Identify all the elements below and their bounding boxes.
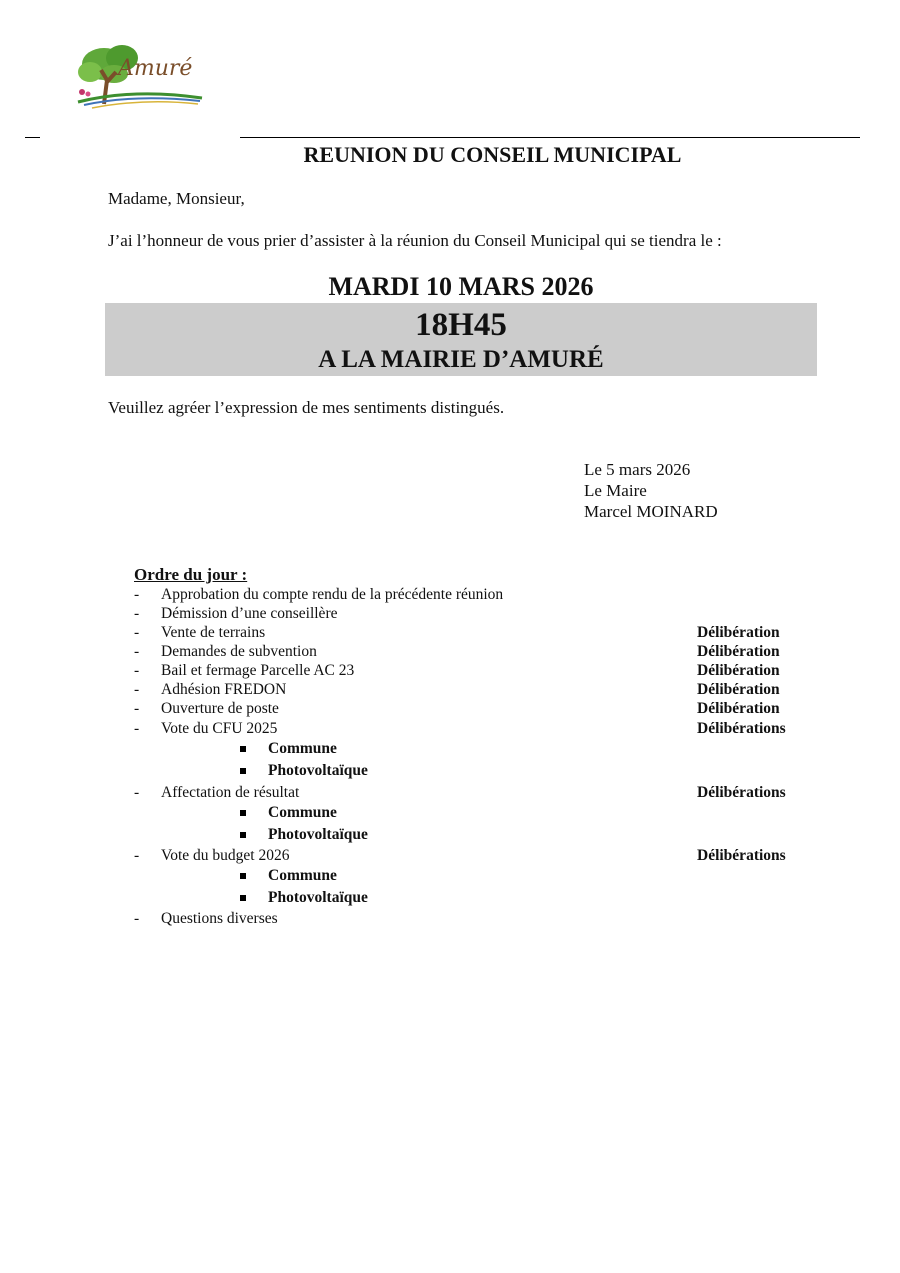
logo-text: Amuré [118,56,193,81]
meeting-place: A LA MAIRIE D’AMURÉ [318,346,604,373]
square-bullet-icon [240,810,246,816]
list-dash: - [134,700,140,717]
list-dash: - [134,910,140,927]
square-bullet-icon [240,768,246,774]
header-rule-left [25,137,40,138]
agenda-item [0,623,900,643]
agenda-item-tag: Délibération [697,681,780,698]
list-dash: - [134,681,140,698]
header-rule-right [240,137,860,138]
agenda-subitem-label: Commune [268,740,337,757]
salutation: Madame, Monsieur, [108,189,245,208]
list-dash: - [134,605,140,622]
agenda-item [0,604,900,624]
list-dash: - [134,847,140,864]
agenda-item-label: Vote du CFU 2025 [161,720,278,737]
agenda-item-label: Questions diverses [161,910,278,927]
agenda-item-tag: Délibération [697,624,780,641]
agenda-subitem [0,865,900,887]
agenda-item-tag: Délibérations [697,720,786,737]
agenda-item-label: Demandes de subvention [161,643,317,660]
list-dash: - [134,662,140,679]
list-dash: - [134,586,140,603]
agenda-item [0,661,900,681]
signature-role: Le Maire [584,481,647,500]
agenda-item-tag: Délibérations [697,847,786,864]
agenda-subitem-label: Photovoltaïque [268,762,368,779]
agenda-item [0,783,900,803]
agenda-subitem [0,760,900,782]
agenda-item [0,585,900,605]
closing-text: Veuillez agréer l’expression de mes sentiments distingués. [108,398,505,417]
agenda-item-label: Adhésion FREDON [161,681,287,698]
agenda-item-tag: Délibération [697,662,780,679]
agenda-heading: Ordre du jour : [134,565,248,584]
agenda-subitem-label: Photovoltaïque [268,826,368,843]
invitation-text: J’ai l’honneur de vous prier d’assister à la réunion du Conseil Municipal qui se tiendra le : [108,231,722,250]
agenda-item-label: Bail et fermage Parcelle AC 23 [161,662,355,679]
agenda-subitem [0,802,900,824]
agenda-item [0,642,900,662]
list-dash: - [134,643,140,660]
square-bullet-icon [240,832,246,838]
signature-date: Le 5 mars 2026 [584,460,691,479]
meeting-time: 18H45 [415,307,507,343]
agenda-item [0,909,900,929]
square-bullet-icon [240,895,246,901]
agenda-item [0,680,900,700]
agenda-item-tag: Délibération [697,643,780,660]
agenda-item-label: Ouverture de poste [161,700,279,717]
agenda-subitem [0,824,900,846]
agenda-subitem-label: Commune [268,867,337,884]
signature-name: Marcel MOINARD [584,502,718,521]
agenda-subitem-label: Photovoltaïque [268,889,368,906]
agenda-item-tag: Délibération [697,700,780,717]
agenda-item-label: Vente de terrains [161,624,266,641]
agenda-subitem-label: Commune [268,804,337,821]
list-dash: - [134,624,140,641]
agenda-item-label: Démission d’une conseillère [161,605,338,622]
square-bullet-icon [240,873,246,879]
agenda-item [0,719,900,739]
agenda-subitem [0,738,900,760]
agenda-item-label: Affectation de résultat [161,784,300,801]
list-dash: - [134,720,140,737]
agenda-item-label: Vote du budget 2026 [161,847,290,864]
agenda-item-tag: Délibérations [697,784,786,801]
agenda-item [0,846,900,866]
page-title: REUNION DU CONSEIL MUNICIPAL [303,142,682,167]
agenda-item [0,699,900,719]
agenda-item-label: Approbation du compte rendu de la précédente réunion [161,586,504,603]
municipality-logo [74,42,206,110]
meeting-date: MARDI 10 MARS 2026 [328,272,594,301]
agenda-subitem [0,887,900,909]
list-dash: - [134,784,140,801]
square-bullet-icon [240,746,246,752]
